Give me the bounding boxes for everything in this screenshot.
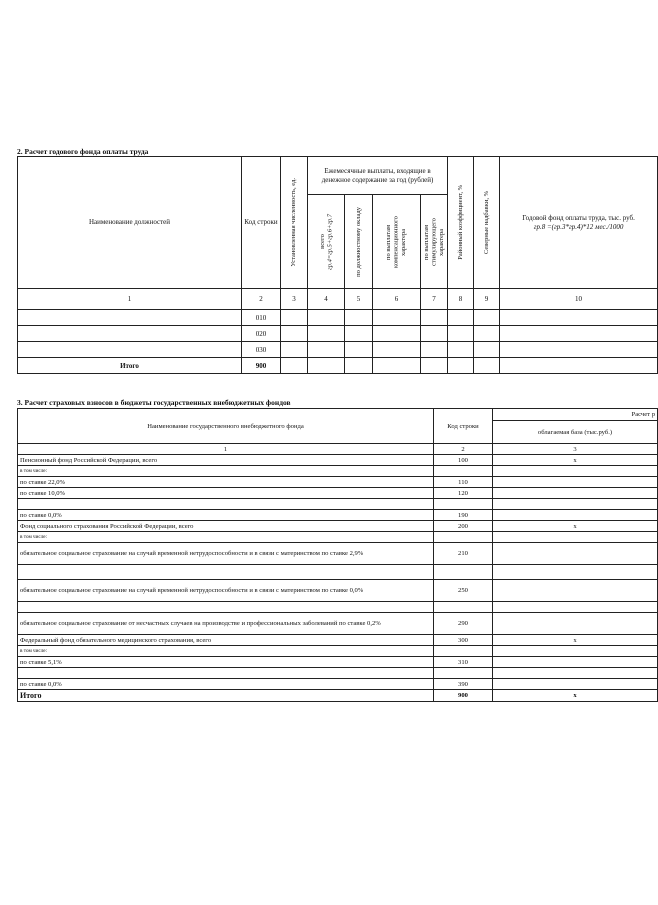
fund-name: Федеральный фонд обязательного медицинского страхования, всего bbox=[18, 635, 434, 646]
header-compensation: по выплатам компенсационного характера bbox=[373, 195, 421, 289]
fund-name bbox=[18, 565, 434, 580]
fund-name: по ставке 0,0% bbox=[18, 510, 434, 521]
row-code: 120 bbox=[434, 488, 493, 499]
fund-name: по ставке 0,0% bbox=[18, 679, 434, 690]
taxable-base bbox=[493, 657, 658, 668]
table-row: 020 bbox=[18, 326, 658, 342]
fund-name: обязательное социальное страхование на случай временной нетрудоспособности и в связи с материнством по ставке 0,0% bbox=[18, 580, 434, 602]
taxable-base bbox=[493, 580, 658, 602]
taxable-base bbox=[493, 668, 658, 679]
header-north-allowance: Северные надбавки, % bbox=[474, 157, 500, 289]
table-row bbox=[18, 602, 658, 613]
table-row bbox=[18, 488, 658, 499]
row-code: 210 bbox=[434, 543, 493, 565]
taxable-base bbox=[493, 646, 658, 657]
table-row bbox=[18, 657, 658, 668]
fund-name bbox=[18, 668, 434, 679]
table-row bbox=[18, 668, 658, 679]
insurance-contributions-table bbox=[17, 408, 658, 702]
fund-name: Пенсионный фонд Российской Федерации, всего bbox=[18, 455, 434, 466]
table-row bbox=[18, 543, 658, 565]
taxable-base bbox=[493, 477, 658, 488]
table-row bbox=[18, 646, 658, 657]
row-code: 110 bbox=[434, 477, 493, 488]
taxable-base bbox=[493, 510, 658, 521]
header-monthly-payments: Ежемесячные выплаты, входящие в денежное содержание за год (рублей) bbox=[308, 157, 448, 195]
taxable-base: x bbox=[493, 635, 658, 646]
row-code: 100 bbox=[434, 455, 493, 466]
row-code bbox=[434, 565, 493, 580]
header-district-coef: Районный коэффициент, % bbox=[448, 157, 474, 289]
row-code: 200 bbox=[434, 521, 493, 532]
table-row bbox=[18, 521, 658, 532]
header-official-salary: по должностному окладу bbox=[345, 195, 373, 289]
table-row bbox=[18, 466, 658, 477]
taxable-base: x bbox=[493, 521, 658, 532]
fund-name: по ставке 10,0% bbox=[18, 488, 434, 499]
table-row bbox=[18, 499, 658, 510]
header-incentive: по выплатам стимулирующего характера bbox=[421, 195, 448, 289]
taxable-base: x bbox=[493, 455, 658, 466]
row-code: 390 bbox=[434, 679, 493, 690]
table-row bbox=[18, 477, 658, 488]
column-numbers-row: 1 2 3 4 5 6 7 8 9 10 bbox=[18, 289, 658, 310]
taxable-base bbox=[493, 488, 658, 499]
total-row: Итого 900 bbox=[18, 358, 658, 374]
header-row-code: Код строки bbox=[434, 409, 493, 444]
header-annual-fund: Годовой фонд оплаты труда, тыс. руб. гр.8 =(гр.3*гр.4)*12 мес./1000 bbox=[500, 157, 658, 289]
row-code bbox=[434, 499, 493, 510]
fund-name: обязательное социальное страхование на случай временной нетрудоспособности и в связи с материнством по ставке 2,9% bbox=[18, 543, 434, 565]
column-numbers-row: 1 2 3 bbox=[18, 444, 658, 455]
row-code bbox=[434, 668, 493, 679]
taxable-base bbox=[493, 679, 658, 690]
row-code bbox=[434, 646, 493, 657]
fund-name bbox=[18, 602, 434, 613]
header-taxable-base: облагаемая база (тыс.руб.) bbox=[493, 421, 658, 444]
row-code bbox=[434, 466, 493, 477]
row-code bbox=[434, 532, 493, 543]
row-code: 300 bbox=[434, 635, 493, 646]
table-row: 030 bbox=[18, 342, 658, 358]
header-fund-name: Наименование государственного внебюджетного фонда bbox=[18, 409, 434, 444]
fund-rows bbox=[18, 455, 658, 690]
header-calculation: Расчет р bbox=[493, 409, 658, 421]
fund-name bbox=[18, 499, 434, 510]
table-row bbox=[18, 532, 658, 543]
row-code: 290 bbox=[434, 613, 493, 635]
fund-name: по ставке 22,0% bbox=[18, 477, 434, 488]
taxable-base bbox=[493, 602, 658, 613]
table-row bbox=[18, 580, 658, 602]
fund-name: в том числе: bbox=[18, 532, 434, 543]
table-row bbox=[18, 510, 658, 521]
taxable-base bbox=[493, 613, 658, 635]
table-row bbox=[18, 679, 658, 690]
section2-title: 2. Расчет годового фонда оплаты труда bbox=[17, 147, 149, 156]
row-code: 190 bbox=[434, 510, 493, 521]
header-total: всего гр.4=гр.5+гр.6+гр.7 bbox=[308, 195, 345, 289]
taxable-base bbox=[493, 532, 658, 543]
taxable-base bbox=[493, 466, 658, 477]
table-row bbox=[18, 565, 658, 580]
row-code: 310 bbox=[434, 657, 493, 668]
row-code bbox=[434, 602, 493, 613]
table-row: 010 bbox=[18, 310, 658, 326]
fund-name: обязательное социальное страхование от несчастных случаев на производстве и профессиональных заболеваний по ставке 0,2% bbox=[18, 613, 434, 635]
taxable-base bbox=[493, 543, 658, 565]
header-row-code: Код строки bbox=[242, 157, 281, 289]
total-row: Итого 900 x bbox=[18, 690, 658, 702]
fund-name: в том числе: bbox=[18, 646, 434, 657]
taxable-base bbox=[493, 565, 658, 580]
fund-name: по ставке 5,1% bbox=[18, 657, 434, 668]
fund-name: Фонд социального страхования Российской Федерации, всего bbox=[18, 521, 434, 532]
row-code: 250 bbox=[434, 580, 493, 602]
section3-title: 3. Расчет страховых взносов в бюджеты государственных внебюджетных фондов bbox=[17, 398, 291, 407]
table-row bbox=[18, 635, 658, 646]
header-position-name: Наименование должностей bbox=[18, 157, 242, 289]
table-row bbox=[18, 613, 658, 635]
payroll-fund-table bbox=[17, 156, 658, 374]
taxable-base bbox=[493, 499, 658, 510]
fund-name: в том числе: bbox=[18, 466, 434, 477]
header-staff-count: Установленная численность, ед. bbox=[281, 157, 308, 289]
table-row bbox=[18, 455, 658, 466]
